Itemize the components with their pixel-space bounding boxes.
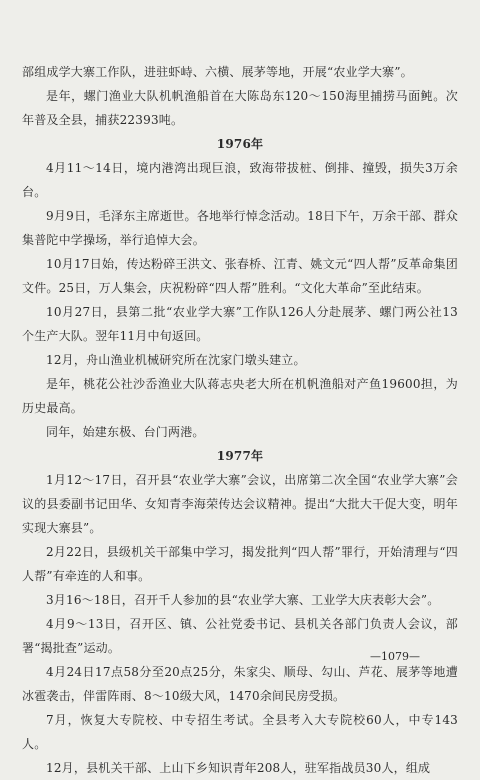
- paragraph: 12月，舟山渔业机械研究所在沈家门墩头建立。: [46, 353, 306, 367]
- paragraph: 10月17日始，传达粉碎王洪文、张春桥、江青、姚文元“四人帮”反革命集团文件。25日，万人集会，庆祝粉碎“四人帮”胜利。“文化大革命”至此结束。: [22, 257, 458, 295]
- paragraph: 12月，县机关干部、上山下乡知识青年208人，驻军指战员30人，组成: [46, 761, 431, 775]
- paragraph: 是年，桃花公社沙岙渔业大队蒋志央老大所在机帆渔船对产鱼19600担，为历史最高。: [22, 377, 458, 415]
- paragraph: 4月9～13日，召开区、镇、公社党委书记、县机关各部门负责人会议，部署“揭批查”运动。: [22, 617, 458, 655]
- paragraph: 4月11～14日，境内港湾出现巨浪，致海带拔桩、倒排、撞毁，损失3万余台。: [22, 161, 458, 199]
- year-heading-1976: 1976年: [216, 137, 264, 151]
- paragraph: 7月，恢复大专院校、中专招生考试。全县考入大专院校60人，中专143人。: [22, 713, 458, 751]
- paragraph: 2月22日，县级机关干部集中学习，揭发批判“四人帮”罪行，开始清理与“四人帮”有牵连的人和事。: [22, 545, 458, 583]
- paragraph: 部组成学大寨工作队，进驻虾峙、六横、展茅等地，开展“农业学大寨”。: [22, 65, 413, 79]
- paragraph: 10月27日，县第二批“农业学大寨”工作队126人分赴展茅、螺门两公社13个生产大队。翌年11月中旬返回。: [22, 305, 458, 343]
- paragraph: 3月16～18日，召开千人参加的县“农业学大寨、工业学大庆表彰大会”。: [46, 593, 440, 607]
- paragraph: 4月24日17点58分至20点25分，朱家尖、顺母、勾山、芦花、展茅等地遭冰雹袭击，伴雷阵雨、8～10级大风，1470余间民房受损。: [22, 665, 458, 703]
- paragraph: 9月9日，毛泽东主席逝世。各地举行悼念活动。18日下午，万余干部、群众集普陀中学操场，举行追悼大会。: [22, 209, 458, 247]
- paragraph: 同年，始建东极、台门两港。: [46, 425, 205, 439]
- year-heading-1977: 1977年: [216, 449, 264, 463]
- page-content: [22, 60, 458, 780]
- paragraph: 1月12～17日，召开县“农业学大寨”会议，出席第二次全国“农业学大寨”会议的县委副书记田华、女知青李海荣传达会议精神。提出“大批大干促大变，明年实现大寨县”。: [22, 473, 458, 535]
- paragraph: 是年，螺门渔业大队机帆渔船首在大陈岛东120～150海里捕捞马面鲀。次年普及全县，捕获22393吨。: [22, 89, 458, 127]
- page-number: —1079—: [370, 650, 420, 663]
